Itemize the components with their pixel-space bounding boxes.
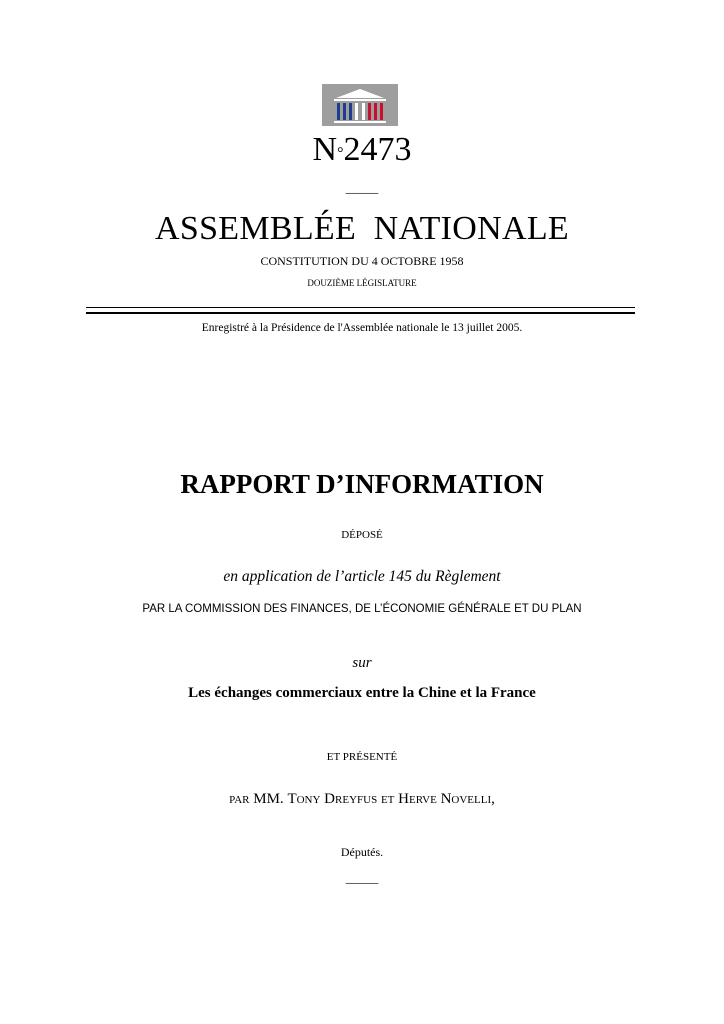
deputes-label: Députés. bbox=[340, 845, 384, 859]
separator-top: _____ bbox=[345, 180, 379, 195]
sur-label: sur bbox=[352, 655, 372, 671]
report-subject: Les échanges commerciaux entre la Chine et la France bbox=[188, 685, 536, 701]
commission-line: PAR LA COMMISSION DES FINANCES, DE L’ÉCONOMIE GÉNÉRALE ET DU PLAN bbox=[142, 603, 582, 615]
number-value: 2473 bbox=[343, 131, 412, 168]
authors-et: et bbox=[380, 791, 395, 807]
document-number bbox=[0, 128, 724, 172]
author-1: Tony Dreyfus bbox=[287, 791, 378, 807]
constitution-line: CONSTITUTION DU 4 OCTOBRE 1958 bbox=[260, 254, 464, 268]
number-prefix: N bbox=[312, 131, 338, 168]
authors-par: PAR bbox=[229, 794, 250, 806]
application-line: en application de l’article 145 du Règlement bbox=[223, 568, 501, 585]
author-2: Herve Novelli, bbox=[398, 791, 495, 807]
assembly-title: ASSEMBLÉE NATIONALE bbox=[155, 210, 569, 247]
horizontal-rule-thin bbox=[86, 307, 635, 308]
authors-mm: MM. bbox=[253, 791, 284, 807]
report-title: RAPPORT D’INFORMATION bbox=[180, 469, 544, 499]
assemblee-logo-icon bbox=[322, 84, 398, 126]
horizontal-rule-thick bbox=[86, 312, 635, 314]
registration-line: Enregistré à la Présidence de l'Assemblée nationale le 13 juillet 2005. bbox=[201, 322, 523, 334]
depose-label: DÉPOSÉ bbox=[341, 529, 383, 541]
authors-line bbox=[0, 791, 724, 808]
separator-bottom: _____ bbox=[345, 870, 379, 885]
degree-mark: ° bbox=[337, 145, 344, 162]
legislature-line: DOUZIÈME LÉGISLATURE bbox=[307, 278, 417, 288]
presente-label: ET PRÉSENTÉ bbox=[326, 751, 398, 763]
